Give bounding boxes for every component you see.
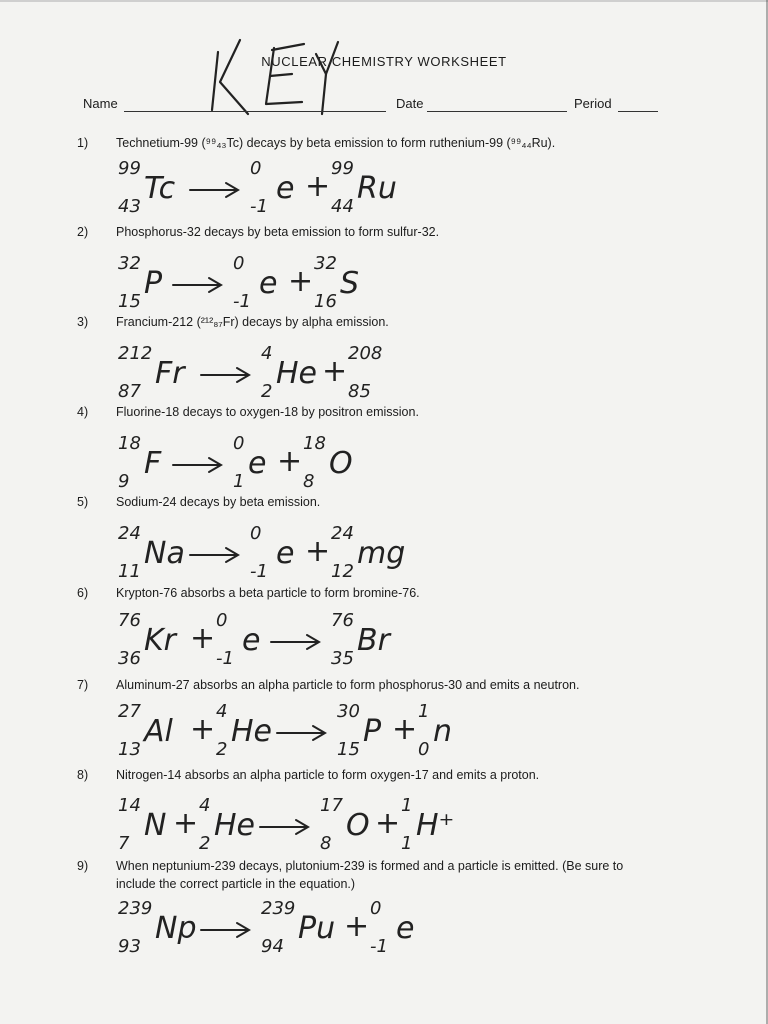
question-text: Phosphorus-32 decays by beta emission to form sulfur-32. bbox=[116, 225, 440, 239]
worksheet-title: NUCLEAR CHEMISTRY WORKSHEET bbox=[261, 54, 507, 69]
mass-number: 0 bbox=[250, 158, 262, 179]
name-label: Name bbox=[83, 96, 118, 111]
element-symbol: e bbox=[248, 446, 267, 481]
atomic-number: 11 bbox=[118, 561, 141, 582]
mass-number: 24 bbox=[118, 523, 141, 544]
handwritten-equation bbox=[110, 890, 530, 960]
answer-equation-5 bbox=[110, 515, 530, 585]
element-symbol: O bbox=[329, 446, 353, 481]
atomic-number: -1 bbox=[370, 936, 388, 957]
answer-equation-7 bbox=[110, 693, 530, 763]
date-field[interactable] bbox=[427, 111, 567, 112]
mass-number: 1 bbox=[418, 701, 430, 722]
atomic-number: 13 bbox=[118, 739, 141, 760]
answer-equation-8 bbox=[110, 787, 530, 857]
mass-number: 30 bbox=[337, 701, 360, 722]
plus-sign: + bbox=[190, 621, 216, 656]
atomic-number: -1 bbox=[250, 196, 268, 217]
mass-number: 76 bbox=[331, 610, 354, 631]
atomic-number: 8 bbox=[320, 833, 332, 854]
atomic-number: 94 bbox=[261, 936, 284, 957]
element-symbol: Fr bbox=[155, 356, 185, 391]
question-number: 5) bbox=[77, 495, 89, 509]
answer-equation-6 bbox=[110, 602, 530, 672]
date-label: Date bbox=[396, 96, 424, 111]
element-symbol: e bbox=[276, 536, 295, 571]
element-symbol: S bbox=[340, 266, 360, 301]
mass-number: 17 bbox=[320, 795, 343, 816]
mass-number: 239 bbox=[118, 898, 153, 919]
atomic-number: 0 bbox=[418, 739, 430, 760]
reaction-arrow-icon bbox=[277, 726, 325, 740]
element-symbol: N bbox=[144, 808, 167, 843]
plus-sign: + bbox=[288, 264, 314, 299]
mass-number: 14 bbox=[118, 795, 141, 816]
atomic-number: 8 bbox=[303, 471, 315, 492]
element-symbol: F bbox=[144, 446, 162, 481]
answer-equation-9 bbox=[110, 890, 530, 960]
atomic-number: 93 bbox=[118, 936, 141, 957]
element-symbol: Br bbox=[357, 623, 390, 658]
mass-number: 18 bbox=[118, 433, 141, 454]
answer-equation-2 bbox=[110, 245, 530, 315]
answer-equation-1 bbox=[110, 150, 530, 220]
name-field[interactable] bbox=[124, 111, 386, 112]
mass-number: 212 bbox=[118, 343, 153, 364]
reaction-arrow-icon bbox=[190, 183, 238, 197]
reaction-arrow-icon bbox=[190, 548, 238, 562]
handwritten-equation bbox=[110, 335, 530, 405]
question-number: 6) bbox=[77, 586, 89, 600]
atomic-number: 15 bbox=[118, 291, 141, 312]
atomic-number: 2 bbox=[199, 833, 211, 854]
element-symbol: He bbox=[231, 714, 273, 749]
mass-number: 0 bbox=[216, 610, 228, 631]
element-symbol: Al bbox=[144, 714, 173, 749]
element-symbol: Ru bbox=[357, 171, 397, 206]
atomic-number: 44 bbox=[331, 196, 354, 217]
mass-number: 32 bbox=[118, 253, 141, 274]
question-text: Technetium-99 (⁹⁹₄₃Tc) decays by beta emission to form ruthenium-99 (⁹⁹₄₄Ru). bbox=[116, 136, 556, 150]
mass-number: 4 bbox=[199, 795, 211, 816]
element-symbol: e bbox=[396, 911, 415, 946]
plus-sign: + bbox=[392, 712, 418, 747]
atomic-number: 87 bbox=[118, 381, 141, 402]
element-symbol: H⁺ bbox=[416, 808, 455, 843]
atomic-number: 9 bbox=[118, 471, 130, 492]
element-symbol: He bbox=[276, 356, 318, 391]
mass-number: 18 bbox=[303, 433, 326, 454]
atomic-number: 7 bbox=[118, 833, 130, 854]
element-symbol: e bbox=[242, 623, 261, 658]
element-symbol: P bbox=[144, 266, 163, 301]
question-number: 7) bbox=[77, 678, 89, 692]
mass-number: 32 bbox=[314, 253, 337, 274]
mass-number: 1 bbox=[401, 795, 413, 816]
plus-sign: + bbox=[322, 354, 348, 389]
question-text: When neptunium-239 decays, plutonium-239 is formed and a particle is emitted. (Be sure to include the correct particle in the equation.) bbox=[116, 859, 624, 891]
plus-sign: + bbox=[305, 169, 331, 204]
atomic-number: 2 bbox=[216, 739, 228, 760]
atomic-number: 1 bbox=[233, 471, 245, 492]
answer-equation-4 bbox=[110, 425, 530, 495]
element-symbol: Tc bbox=[144, 171, 176, 206]
mass-number: 99 bbox=[331, 158, 354, 179]
handwritten-equation bbox=[110, 245, 530, 315]
question-text: Sodium-24 decays by beta emission. bbox=[116, 495, 321, 509]
element-symbol: mg bbox=[357, 536, 406, 571]
question-text: Aluminum-27 absorbs an alpha particle to form phosphorus-30 and emits a neutron. bbox=[116, 678, 580, 692]
handwritten-equation bbox=[110, 693, 530, 763]
reaction-arrow-icon bbox=[173, 458, 221, 472]
question-text: Krypton-76 absorbs a beta particle to form bromine-76. bbox=[116, 586, 420, 600]
plus-sign: + bbox=[344, 909, 370, 944]
mass-number: 0 bbox=[233, 253, 245, 274]
mass-number: 76 bbox=[118, 610, 141, 631]
mass-number: 239 bbox=[261, 898, 296, 919]
element-symbol: e bbox=[276, 171, 295, 206]
atomic-number: -1 bbox=[233, 291, 251, 312]
question-text: Fluorine-18 decays to oxygen-18 by positron emission. bbox=[116, 405, 419, 419]
plus-sign: + bbox=[277, 444, 303, 479]
atomic-number: 43 bbox=[118, 196, 141, 217]
atomic-number: 85 bbox=[348, 381, 371, 402]
plus-sign: + bbox=[173, 806, 199, 841]
reaction-arrow-icon bbox=[201, 923, 249, 937]
mass-number: 4 bbox=[216, 701, 228, 722]
element-symbol: e bbox=[259, 266, 278, 301]
atomic-number: -1 bbox=[216, 648, 234, 669]
atomic-number: 12 bbox=[331, 561, 354, 582]
atomic-number: 35 bbox=[331, 648, 354, 669]
plus-sign: + bbox=[305, 534, 331, 569]
element-symbol: Np bbox=[155, 911, 197, 946]
atomic-number: 36 bbox=[118, 648, 141, 669]
element-symbol: O bbox=[346, 808, 370, 843]
question-number: 9) bbox=[77, 859, 89, 873]
reaction-arrow-icon bbox=[260, 820, 308, 834]
plus-sign: + bbox=[190, 712, 216, 747]
mass-number: 0 bbox=[233, 433, 245, 454]
answer-equation-3 bbox=[110, 335, 530, 405]
period-label: Period bbox=[574, 96, 612, 111]
header-fields bbox=[83, 96, 663, 116]
mass-number: 99 bbox=[118, 158, 141, 179]
mass-number: 0 bbox=[250, 523, 262, 544]
mass-number: 27 bbox=[118, 701, 141, 722]
element-symbol: n bbox=[433, 714, 453, 749]
atomic-number: 16 bbox=[314, 291, 337, 312]
handwritten-equation bbox=[110, 150, 530, 220]
handwritten-equation bbox=[110, 602, 530, 672]
atomic-number: 1 bbox=[401, 833, 413, 854]
handwritten-equation bbox=[110, 515, 530, 585]
element-symbol: Kr bbox=[144, 623, 177, 658]
reaction-arrow-icon bbox=[173, 278, 221, 292]
question-number: 2) bbox=[77, 225, 89, 239]
atomic-number: -1 bbox=[250, 561, 268, 582]
handwritten-equation bbox=[110, 425, 530, 495]
scan-edge-top bbox=[0, 0, 768, 2]
handwritten-equation bbox=[110, 787, 530, 857]
element-symbol: Pu bbox=[298, 911, 336, 946]
question-number: 3) bbox=[77, 315, 89, 329]
question-text: Nitrogen-14 absorbs an alpha particle to form oxygen-17 and emits a proton. bbox=[116, 768, 540, 782]
mass-number: 24 bbox=[331, 523, 354, 544]
reaction-arrow-icon bbox=[201, 368, 249, 382]
mass-number: 4 bbox=[261, 343, 273, 364]
question-number: 4) bbox=[77, 405, 89, 419]
question-number: 1) bbox=[77, 136, 89, 150]
element-symbol: P bbox=[363, 714, 382, 749]
atomic-number: 2 bbox=[261, 381, 273, 402]
element-symbol: He bbox=[214, 808, 256, 843]
period-field[interactable] bbox=[618, 111, 658, 112]
mass-number: 208 bbox=[348, 343, 383, 364]
question-text: Francium-212 (²¹²₈₇Fr) decays by alpha emission. bbox=[116, 315, 389, 329]
question-number: 8) bbox=[77, 768, 89, 782]
reaction-arrow-icon bbox=[271, 635, 319, 649]
element-symbol: Na bbox=[144, 536, 185, 571]
mass-number: 0 bbox=[370, 898, 382, 919]
plus-sign: + bbox=[375, 806, 401, 841]
atomic-number: 15 bbox=[337, 739, 360, 760]
